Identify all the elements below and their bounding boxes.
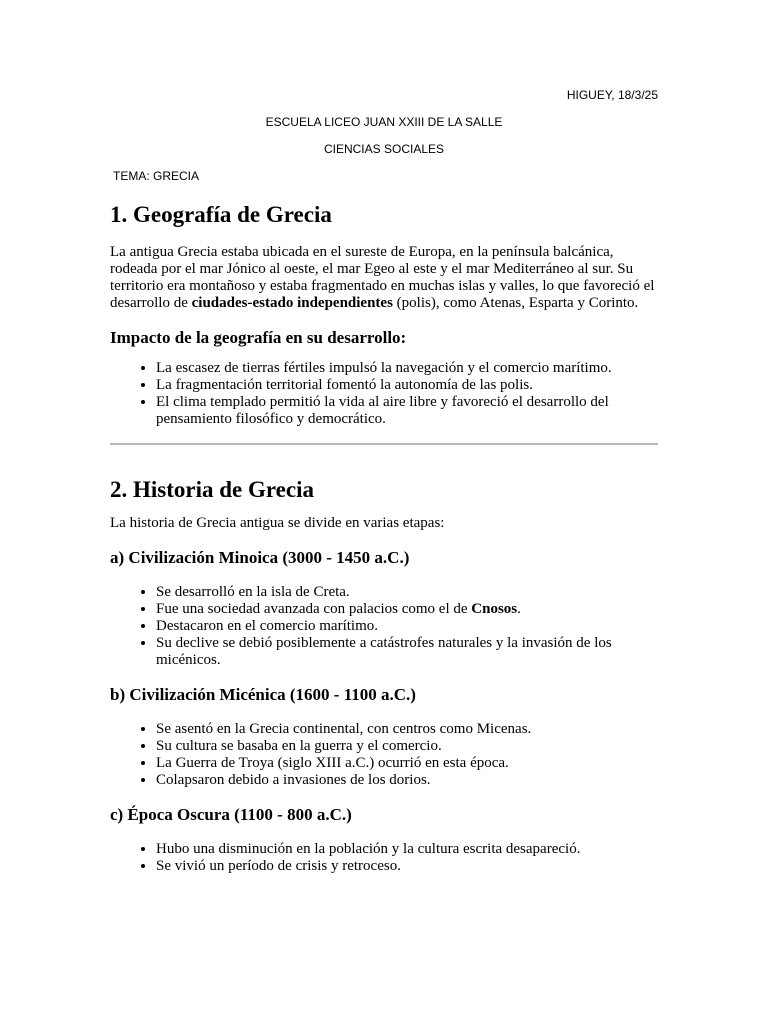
list-item: • La Guerra de Troya (siglo XIII a.C.) ocurrió en esta época. — [156, 755, 658, 772]
minoica-subtitle: a) Civilización Minoica (3000 - 1450 a.C.) — [110, 548, 410, 567]
list-item: • Destacaron en el comercio marítimo. — [156, 618, 658, 635]
list-item: • Fue una sociedad avanzada con palacios como el de Cnosos. — [156, 601, 658, 618]
topic-line: TEMA: GRECIA — [113, 169, 200, 183]
section-geografia-title: 1. Geografía de Grecia — [110, 202, 332, 227]
list-item: • Se desarrolló en la isla de Creta. — [156, 584, 658, 601]
list-item: • Hubo una disminución en la población y la cultura escrita desapareció. — [156, 841, 658, 858]
oscura-list — [110, 841, 658, 875]
geografia-paragraph: La antigua Grecia estaba ubicada en el sureste de Europa, en la península balcánica, rodeada por el mar Jónico al oeste, el mar Egeo al este y el mar Mediterráneo al sur. Su territorio era montañoso y estaba fragmentado en muchas islas y valles, lo que favoreció el desarrollo de ciudades-estado independientes (polis), como Atenas, Esparta y Corinto. — [110, 244, 655, 311]
micenica-list — [110, 721, 658, 789]
list-item: • La escasez de tierras fértiles impulsó la navegación y el comercio marítimo. — [156, 360, 658, 377]
historia-intro: La historia de Grecia antigua se divide en varias etapas: — [110, 515, 445, 531]
micenica-subtitle: b) Civilización Micénica (1600 - 1100 a.C.) — [110, 685, 416, 704]
polis-bold-term: ciudades-estado independientes — [191, 295, 393, 311]
document-body — [110, 198, 658, 875]
section-historia-title: 2. Historia de Grecia — [110, 477, 314, 502]
list-item: • Su declive se debió posiblemente a catástrofes naturales y la invasión de los micénicos. — [156, 635, 658, 669]
cnosos-bold-term: Cnosos — [471, 601, 518, 617]
oscura-subtitle: c) Época Oscura (1100 - 800 a.C.) — [110, 805, 352, 824]
list-item: • El clima templado permitió la vida al aire libre y favoreció el desarrollo del pensamiento filosófico y democrático. — [156, 394, 658, 428]
section-divider — [110, 443, 658, 445]
school-name: ESCUELA LICEO JUAN XXIII DE LA SALLE — [265, 115, 503, 129]
list-item: • La fragmentación territorial fomentó la autonomía de las polis. — [156, 377, 658, 394]
impact-list — [110, 360, 658, 428]
date-line: HIGUEY, 18/3/25 — [566, 88, 658, 102]
impact-subtitle: Impacto de la geografía en su desarrollo: — [110, 328, 407, 347]
minoica-list — [110, 584, 658, 669]
list-item: • Se asentó en la Grecia continental, con centros como Micenas. — [156, 721, 658, 738]
list-item: • Su cultura se basaba en la guerra y el comercio. — [156, 738, 658, 755]
list-item: • Se vivió un período de crisis y retroceso. — [156, 858, 658, 875]
subject-name: CIENCIAS SOCIALES — [323, 142, 445, 156]
list-item: • Colapsaron debido a invasiones de los dorios. — [156, 772, 658, 789]
